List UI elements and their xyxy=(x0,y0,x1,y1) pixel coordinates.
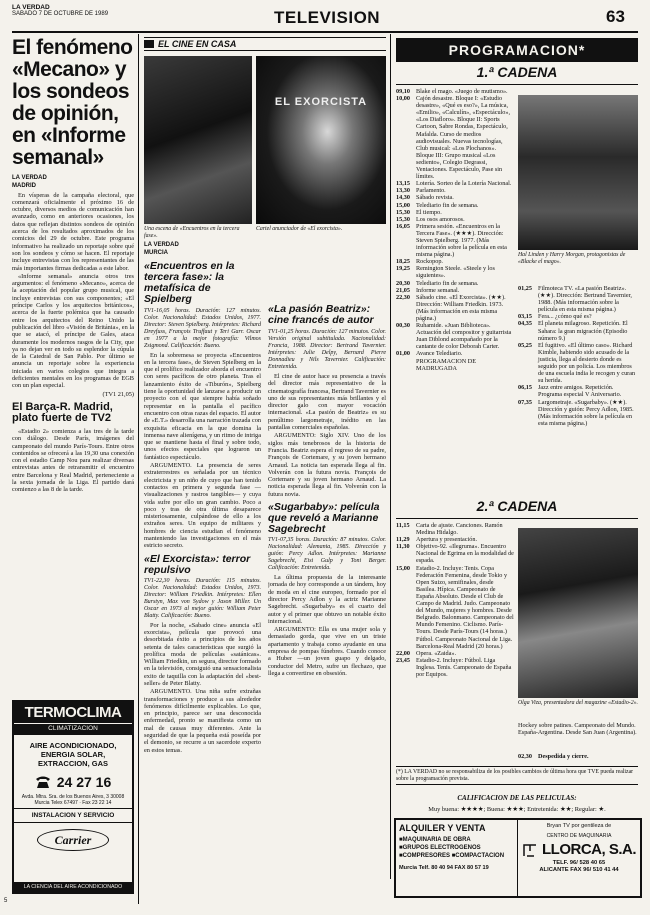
programme-description: Rockopop. xyxy=(416,258,443,266)
programme-row xyxy=(396,187,514,194)
programme-description: Estadio-2. Incluye: Fútbol. Liga Inglesa. Tenis. Campeonato de España por Equipos. xyxy=(416,656,512,678)
programme-time: 07,35 xyxy=(518,398,532,406)
termoclima-services: AIRE ACONDICIONADO, ENERGIA SOLAR, EXTRACCION, GAS xyxy=(29,741,117,768)
photo-olga-viza xyxy=(518,528,638,698)
programme-description: Sábado revista. xyxy=(416,194,454,202)
termoclima-address: Avda. Mtra. Sra. de los Buenos Aires, 3 30008 Murcia Telex 67497 · Fax 23 22 14 xyxy=(21,794,125,806)
programme-row xyxy=(396,258,514,265)
column-divider xyxy=(390,34,391,879)
poster-exorcista xyxy=(256,56,386,224)
cine-column-1 xyxy=(144,240,261,908)
headline-sugarbaby: «Sugarbaby»: película que reveló a Marianne Sagebrecht xyxy=(268,501,380,536)
llorca-left-title: ALQUILER Y VENTA xyxy=(399,823,486,833)
programme-time: 11,29 xyxy=(396,536,410,544)
column-divider xyxy=(138,34,139,904)
cadena-2-label: 2.ª CADENA xyxy=(476,498,558,514)
source-tag: LA VERDAD xyxy=(144,242,179,248)
programme-description: El tiempo. xyxy=(416,208,442,216)
programme-row xyxy=(396,216,514,223)
programme-time: 10,00 xyxy=(396,95,410,103)
programme-description: Filmoteca TV. «La pasión Beatriz». (★★). Dirección: Bertrand Tavernier, 1988. (Más información sobre la película en esta misma página.) xyxy=(538,285,632,314)
programme-time: 13,15 xyxy=(396,180,410,188)
masthead-paper: LA VERDAD xyxy=(12,4,50,11)
programme-time: 00,30 xyxy=(396,322,410,330)
programme-time: 22,30 xyxy=(396,293,410,301)
calificacion-legend: Muy buena: ★★★★; Buena: ★★★; Entretenida: ★★; Regular: ★. xyxy=(428,806,606,813)
cadena-2-heading xyxy=(396,498,638,516)
programme-row xyxy=(396,322,514,350)
headline-mecano: El fenómeno «Mecano» y los sondeos de opinión, en «Informe semanal» xyxy=(12,37,133,169)
programme-time: 20,30 xyxy=(396,279,410,287)
programme-row xyxy=(396,180,514,187)
cine-banner xyxy=(144,37,386,51)
crane-icon xyxy=(522,843,538,857)
programme-time: 04,35 xyxy=(518,320,532,328)
programme-row xyxy=(396,543,514,564)
llorca-left-contact: Murcia Telf. 80 40 94 FAX 80 57 19 xyxy=(399,865,489,871)
source-place: MURCIA xyxy=(144,250,168,257)
programme-row xyxy=(396,650,514,657)
programme-time: 19,25 xyxy=(396,265,410,273)
programme-time: 15,00 xyxy=(396,564,410,572)
article-paragraph: En la sobremesa se proyecta «Encuentros en la tercera fase», de Steven Spielberg en la que el prolífico realizador aborda el encuentro con seres pacíficos de otro planeta. Tras el lanzamiento éxito de «Tiburón», Spielberg tiene la oportunidad de lanzarse a producir un proyecto con el que siempre había soñado representar en la pantalla el pacífico encuentro con otras razas del espacio. El autor de «E.T.» desarrolla una narración trazada con exquisita eficacia en la que domina la inmensa nave alienígena, y un ritmo de intriga que se mantiene hasta el final y sobre todo, unos efectos especiales que lograron un fantástico espectáculo. xyxy=(144,351,261,461)
carrier-logo: Carrier xyxy=(54,832,92,847)
page-number: 63 xyxy=(606,7,625,26)
caption-blacke: Hal Linden y Harry Morgan, protagonistas de «Blacke el mago». xyxy=(518,252,626,265)
article-paragraph: ARGUMENTO: Ella es una mujer sola y demasiado gorda, que vive en un triste apartamento y trabaja como ayudante en una empresa de pompas fúnebres. Cuando conoce a Huber —un joven guapo y delgado, conductor del Metro, sufre un flechazo, que llega a convertirse en obsesión. xyxy=(268,626,386,677)
header-rule xyxy=(12,31,638,33)
article-paragraph: ARGUMENTO. Una niña sufre extrañas transformaciones y produce a sus alrededor fenómenos difícilmente explicables. Lo que, en principio, parece ser una desconocida enfermedad, pronto se manifiesta como un mal de causas muy diferentes. Ante la seguridad de que la pequeña está poseída por el demonio, se recurre a un sacerdote experto en estos temas. xyxy=(144,688,261,754)
programme-row xyxy=(518,399,638,427)
caption-encuentros: Una escena de «Encuentros en la tercera fase». xyxy=(144,226,240,239)
masthead-date: SABADO 7 DE OCTUBRE DE 1989 xyxy=(12,11,109,17)
programme-description: Remington Steele. «Steele y los siguientes». xyxy=(416,265,495,280)
programme-description: El planeta milagroso. Repetición. El Sahara: la gran migración (Episodio número 9.) xyxy=(538,320,628,342)
programme-row xyxy=(396,536,514,543)
programacion-banner xyxy=(396,38,638,62)
programme-time: 15,00 xyxy=(396,201,410,209)
programme-description: Blake el mago. «Juego de mutismo». xyxy=(416,88,508,95)
termoclima-phone: 24 27 16 xyxy=(56,774,112,790)
article-paragraph: ARGUMENTO: Siglo XIV. Uno de los siglos más tenebrosos de la historia de Francia. Beatriz espera el regreso de su padre, François de Cortemare, y su joven hermano Arnaud. La noticia tan esperada llega al fin. Volverán con la futura novia. François de Cortemare y su joven hermano Arnaud. La noticia esperada llega al fin. Volverán con la futura novia. xyxy=(268,432,386,498)
programme-description: Parlamento. xyxy=(416,187,446,195)
llorca-right-top: Bryan TV por gentileza de xyxy=(546,823,612,829)
cadena-1-list xyxy=(396,88,514,508)
article-paragraph: ARGUMENTO. La presencia de seres extraterrestres es señalada por un técnico electricista y un niño de cuyo que han tenido contactos en primera y segunda fase —visualizaciones y rastros tangibles— y cuya vida sufre por ello un gran cambio. Poco a poco y tras de otra última desaparece misteriosamente, culpándose de ello a los extraños seres. Un equipo de militares y hombres de ciencia estudian el fenómeno manteniendo las investigaciones en el más estricto secreto. xyxy=(144,462,261,550)
programme-row xyxy=(396,223,514,258)
programme-row xyxy=(396,95,514,180)
programme-row xyxy=(518,285,638,313)
programme-description: Largometraje. «Sugarbaby». (★★). Dirección y guión: Percy Adlon, 1985. (Más información sobre la película en esta misma página.) xyxy=(538,398,634,427)
programme-time: 06,15 xyxy=(518,384,532,392)
llorca-brand: LLORCA, S.A. xyxy=(542,841,636,858)
programme-row xyxy=(396,88,514,95)
programme-row xyxy=(396,194,514,201)
termoclima-footer: INSTALACION Y SERVICIO xyxy=(14,808,132,823)
programme-row xyxy=(396,294,514,322)
headline-exorcista: «El Exorcista»: terror repulsivo xyxy=(144,552,251,576)
close-label: Despedida y cierre. xyxy=(538,753,589,760)
programme-time: 05,25 xyxy=(518,341,532,349)
article-paragraph: El cine de autor hace su presencia a través del director más representativo de la cinematografía francesa, Bertrand Tavernier es uno de sus representantes más brillantes y el director galo con mayor vocación internacional. «La pasión de Beatriz» es su penúltimo largometraje, inédito en las pantallas comerciales españolas. xyxy=(268,373,386,432)
llorca-right-contact: ALICANTE FAX 96/ 510 41 44 xyxy=(539,867,619,873)
photo-blacke xyxy=(518,95,638,250)
programme-description: Objetivo-92. «Ilegruma». Encuentro Nacional de Egrima en la modalidad de espada. xyxy=(416,543,514,565)
programme-row xyxy=(518,320,638,341)
film-credits: TV1-07,35 horas. Duración: 87 minutos. Color. Nacionalidad: Alemania, 1985. Dirección y guión: Percy Adlon. Intérpretes: Marianne Sagebrecht, Eisi Gulp y Toni Berger. Calificación: Entretenida. xyxy=(268,537,386,572)
source-tag: LA VERDAD xyxy=(12,175,47,181)
cadena-2-close xyxy=(518,753,638,760)
programme-row xyxy=(396,565,514,650)
termoclima-sub: CLIMATIZACION xyxy=(14,723,132,735)
programme-row xyxy=(518,313,638,320)
programme-time: 03,15 xyxy=(518,313,532,321)
calificacion-title: CALIFICACION DE LAS PELICULAS: xyxy=(457,794,577,802)
programme-time: 15,30 xyxy=(396,208,410,216)
programacion-title: PROGRAMACION* xyxy=(448,42,586,58)
headline-beatriz: «La pasión Beatriz»: cine francés de autor xyxy=(268,303,374,326)
programme-description: Opera. «Zaida». xyxy=(416,649,457,657)
llorca-line: ■MAQUINARIA DE OBRA xyxy=(399,837,471,843)
programme-row xyxy=(396,202,514,209)
cine-banner-title: EL CINE EN CASA xyxy=(158,39,237,49)
headline-encuentros: «Encuentros en la tercera fase»: la metafísica de Spielberg xyxy=(144,259,235,305)
programme-time: 09,10 xyxy=(396,88,410,95)
article-sign: (TV1 21,05) xyxy=(102,390,134,398)
llorca-right-phone: TELF. 96/ 528 40 65 xyxy=(552,860,606,866)
programme-time: 18,25 xyxy=(396,258,410,266)
article-paragraph: «Estadio 2» comienza a las tres de la tarde con diálogo. Desde París, imágenes del campeonato del mundo París-Tours. Entre otros contenidos se ofrecerá a las 19,30 una conexión con el estadio Camp Nou para realizar diversas entrevistas antes de retransmitir el encuentro entre Barcelona y Real Madrid, perteneciente a la sexta jornada de la Liga. El partido dará comienzo a las 8 de la tarde. xyxy=(12,427,134,494)
termoclima-brand: TERMOCLIMA xyxy=(14,702,132,723)
programme-description: Cajón desastre. Bloque I: «Estudio desastre», «Qué es eso?», La música, «Emilio», «Calculín», «Espectáculo», «Los Diafloro». Bloque II: Sports Cartoon, Sabre Rondas, Espectáculo, Mafalda. Curso de medios audiovisuales. Nuevas tecnologías, Club musical: «Los Plochanos». Bloque III: Grupo musical «Los sediento», Colegio Degrassi, Ventaciones. Espectáculo, Pase sin límites. xyxy=(416,95,510,181)
cadena-rule xyxy=(396,84,638,85)
programme-description: El fugitivo. «El último caso». Richard Kimble, habiendo sido acusado de la justicia, llega al desierto donde es seguido por un policía. Los miembros de una escuela india le recogen y curan su herida. xyxy=(538,341,636,385)
programme-description: Los osos amorosos. xyxy=(416,215,465,223)
phone-icon xyxy=(35,775,51,789)
article-paragraph: En vísperas de la campaña electoral, que comenzará oficialmente el próximo 16 de octubre, diversos medios de comunicación han avanzado, como en anteriores ocasiones, los datos que reflejan distintos sondeos de opinión acerca de los resultados aproximados de los comicios del 29 de octubre. Este programa informativo ha realizado un reportaje sobre qué son los sondeos y cómo se hacen. El reportaje incluye entrevistas con los representantes de las más importantes firmas dedicadas a este labor. xyxy=(12,191,134,272)
film-credits: TV1-22,30 horas. Duración: 115 minutos. Color. Nacionalidad: Estados Unidos, 1973. Director: William Friedkin. Intérpretes: Ellen Burstyn, Max von Sydow y Jason Miller. Un Oscar en 1973 al mejor guión: William Peter Blatty. Calificación: Bueno. xyxy=(144,577,261,619)
programacion-footnote: (*) LA VERDAD no se responsabiliza de los posibles cambios de última hora que TVE pueda realizar sobre la programación prevista. xyxy=(396,766,638,785)
cadena-rule xyxy=(396,518,638,519)
programme-row xyxy=(518,342,638,385)
cadena-1-heading xyxy=(396,64,638,82)
termoclima-ad xyxy=(12,700,134,894)
programme-description: Jazz entre amigos. Repetición. Programa especial V Aniversario. xyxy=(538,384,622,399)
llorca-line: ■COMPRESORES ■COMPACTACION xyxy=(399,853,505,859)
programme-row xyxy=(396,287,514,294)
cadena-1-label: 1.ª CADENA xyxy=(476,64,558,80)
programme-row xyxy=(396,522,514,536)
llorca-right-sub: CENTRO DE MAQUINARIA xyxy=(546,833,612,839)
programme-time: 16,05 xyxy=(396,222,410,230)
cine-column-2 xyxy=(268,240,386,908)
film-credits: TV1-01,25 horas. Duración: 127 minutos. Color. Versión original subtitulada. Nacionalidad: Francia, 1988. Director: Bertrand Tavernier. Intérpretes: Julie Delpy, Bernard Pierre Donnadieu y Nils Tavernier. Calificación: Entretenida. xyxy=(268,329,386,370)
programme-row xyxy=(396,657,514,678)
programme-description: Lotería. Sorteo de la Lotería Nacional. xyxy=(416,180,512,188)
programme-time: 15,30 xyxy=(396,215,410,223)
caption-exorcista: Cartel anunciador de «El exorcista». xyxy=(256,226,343,232)
programme-description: Apertura y presentación. xyxy=(416,536,477,544)
source-place: MADRID xyxy=(12,183,36,190)
llorca-line: ■GRUPOS ELECTROGENOS xyxy=(399,845,481,851)
programme-time: 21,05 xyxy=(396,286,410,294)
programme-description: Sábado cine. «El Exorcista». (★★). Dirección: William Friedkin. 1973. (Más información en esta misma página.) xyxy=(416,293,506,322)
programme-time: 13,30 xyxy=(396,187,410,195)
programme-row xyxy=(396,265,514,279)
article-paragraph: «Informe semanal» anuncia otros tres argumentos: el fenómeno «Mecano», acerca de la aceptación del popular grupo musical, que incluye entrevistas con sus componentes; «El príncipe Carlos y los arquitectos británicos», acerca de la fuerte polémica que ha causado entre los arquitectos del Reino Unido la publicación del libro «Visión de Británia», en la que se atacó, el príncipe de Gales, ataca duramente los modernos rasgos de la City, que ya no dejan ver en todo su esplendor la cúpula de la Catedral de San Pablo. Por último se anuncia un reportaje sobre la experiencia iniciada en varios colegios que integra a deficientes mentales en los programas de EGB con un plan especial. xyxy=(12,272,134,390)
film-icon xyxy=(144,40,154,48)
programme-time: 11,15 xyxy=(396,522,410,529)
programme-row xyxy=(518,384,638,398)
programme-description: Carta de ajuste. Canciones. Ramón Medina Hidalgo. xyxy=(416,522,503,537)
programme-description: Telediario fin de semana. xyxy=(416,201,479,209)
programme-description: Ruhamide. «Juan Biblioteca». Actuación del compositor y guitarrista Juan Diblond acompañado por la cantante de color Deborah Carter. xyxy=(416,322,512,351)
programme-description: Avance Telediario. PROGRAMACION DE MADRUGADA xyxy=(416,350,476,372)
programme-description: Informe semanal. xyxy=(416,286,460,294)
programme-time: 23,45 xyxy=(396,656,410,664)
article-paragraph: Por la noche, «Sabado cine» anuncia «El exorcista», película que provocó una desorbitada éxito a principios de los años setenta de tales características que surgió la prolífica moda de películas «satánicas». William Friedkin, un segura, director formado en la televisión, consiguió una sensacionalista exito de taquilla con la adaptación del «best-seller» de Peter Blatty. xyxy=(144,621,261,687)
programme-time: 11,30 xyxy=(396,543,410,551)
programme-row xyxy=(396,280,514,287)
margin-number: 5 xyxy=(4,898,8,904)
article-paragraph: La última propuesta de la interesante jornada de hoy corresponde a un tándem, hoy de moda en el cine europeo, formado por el director Percy Adlon y la actriz Marianne Sagebrecht. «Sugarbaby» es el cuarto del autor y el primer que obtuvo un notable éxito internacional. xyxy=(268,574,386,625)
close-time: 02,30 xyxy=(518,753,532,760)
programme-time: 01,00 xyxy=(396,350,410,358)
poster-title: EL EXORCISTA xyxy=(274,96,368,108)
llorca-ad xyxy=(394,818,642,898)
film-credits: TV1-16,05 horas. Duración: 127 minutos. Color. Nacionalidad: Estados Unidos, 1977. Director: Steven Spielberg. Intérpretes: Richard Dreyfuss, François Truffaut y Teri Garr. Oscar en 1977 a la mejor fotografía: Vilmos Zsigmond. Calificación: Bueno. xyxy=(144,307,261,349)
photo-encuentros xyxy=(144,56,252,224)
headline-barca: El Barça-R. Madrid, plato fuerte de TV2 xyxy=(12,400,113,425)
programme-description: Telediario fin de semana. xyxy=(416,279,479,287)
carrier-tagline: LA CIENCIA DEL AIRE ACONDICIONADO xyxy=(14,882,132,892)
programme-description: Fera... ¿cómo qué es? xyxy=(538,313,592,321)
programme-row xyxy=(396,350,514,371)
programme-description: Primera sesión. «Encuentros en la Tercera Fase». (★★★). Dirección: Steven Spielberg. 1977. (Más información sobre la película en esta misma página.) xyxy=(416,222,507,259)
cadena-2-hockey: Hockey sobre patines. Campeonato del Mundo. España-Argentina. Desde San Juan (Argentina). xyxy=(518,722,637,737)
programme-time: 22,00 xyxy=(396,649,410,657)
section-title: TELEVISION xyxy=(274,8,381,27)
programme-row xyxy=(396,209,514,216)
programme-time: 01,25 xyxy=(518,285,532,292)
caption-olga-viza: Olga Viza, presentadora del magazine «Estadio-2». xyxy=(518,700,638,706)
programme-description: Estadio-2. Incluye: Tenis. Copa Federación Femenina, desde Tokio y Open Suizo, semifinales, desde Basilea. Hípica. Campeonato de España Absoluto. Desde el Club de Campo de Madrid. Judo. Campeonato del Mundo, mujeres y hombres. Desde Belgrado. Balonmano. Campeonato del Mundo Femenino. Ciclismo. París-Tours. Desde París-Tours (14 horas.) Fútbol. Campeonato Nacional de Liga. Barcelona-Real Madrid (20 horas.) xyxy=(416,564,514,650)
cadena-1-late-list xyxy=(518,285,638,510)
programme-time: 14,30 xyxy=(396,194,410,202)
